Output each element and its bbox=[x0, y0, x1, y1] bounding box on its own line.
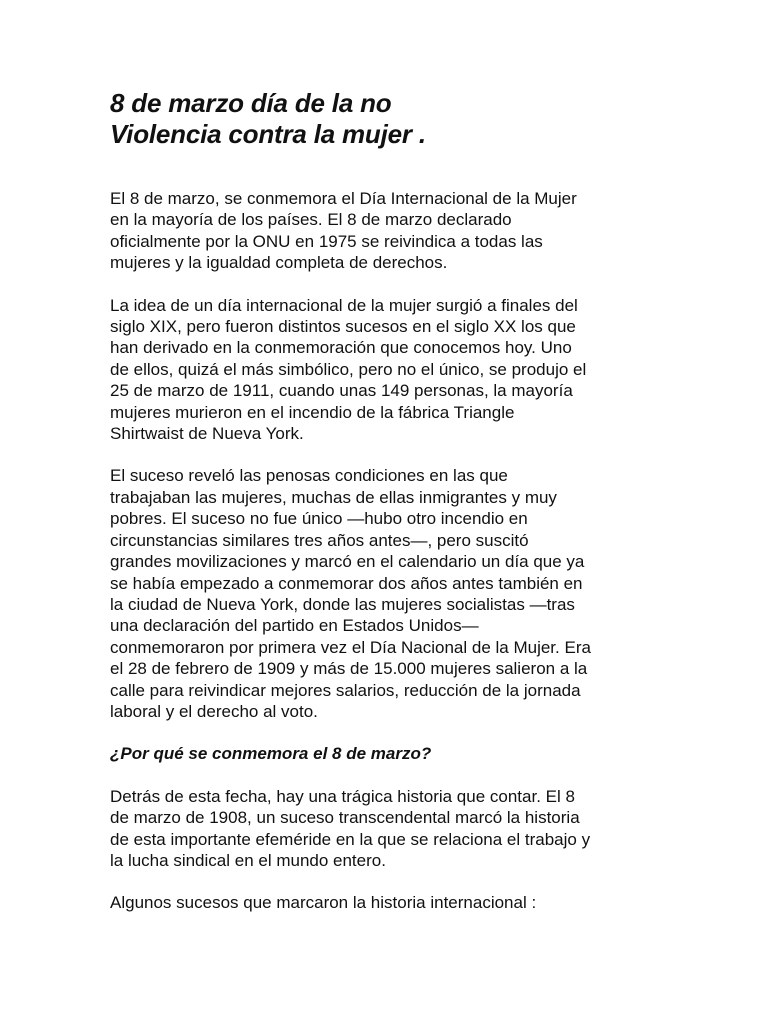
text-line: pobres. El suceso no fue único —hubo otro incendio en bbox=[110, 509, 528, 529]
text-line: de marzo de 1908, un suceso transcendental marcó la historia bbox=[110, 808, 580, 828]
text-line: mujeres murieron en el incendio de la fábrica Triangle bbox=[110, 402, 515, 422]
text-line: calle para reivindicar mejores salarios, reducción de la jornada bbox=[110, 680, 581, 700]
text-line: el 28 de febrero de 1909 y más de 15.000 mujeres salieron a la bbox=[110, 659, 588, 679]
paragraph bbox=[110, 295, 670, 445]
text-line: trabajaban las mujeres, muchas de ellas inmigrantes y muy bbox=[110, 487, 557, 507]
title-line: Violencia contra la mujer . bbox=[110, 119, 426, 149]
paragraph bbox=[110, 892, 670, 913]
text-line: se había empezado a conmemorar dos años antes también en bbox=[110, 573, 583, 593]
text-line: Shirtwaist de Nueva York. bbox=[110, 424, 304, 444]
text-line: La idea de un día internacional de la mujer surgió a finales del bbox=[110, 295, 578, 315]
text-line: 25 de marzo de 1911, cuando unas 149 personas, la mayoría bbox=[110, 381, 573, 401]
paragraph bbox=[110, 465, 670, 722]
text-line: El suceso reveló las penosas condiciones en las que bbox=[110, 466, 508, 486]
text-line: laboral y el derecho al voto. bbox=[110, 701, 318, 721]
text-line: de ellos, quizá el más simbólico, pero no el único, se produjo el bbox=[110, 359, 587, 379]
text-line: una declaración del partido en Estados Unidos— bbox=[110, 616, 479, 636]
document-title bbox=[110, 88, 670, 150]
text-line: la ciudad de Nueva York, donde las mujeres socialistas —tras bbox=[110, 594, 575, 614]
text-line: El 8 de marzo, se conmemora el Día Internacional de la Mujer bbox=[110, 189, 577, 208]
text-line: de esta importante efeméride en la que se relaciona el trabajo y bbox=[110, 829, 591, 849]
document-page bbox=[110, 88, 670, 935]
text-line: Algunos sucesos que marcaron la historia internacional : bbox=[110, 893, 537, 913]
text-line: Detrás de esta fecha, hay una trágica historia que contar. El 8 bbox=[110, 786, 575, 806]
text-line: conmemoraron por primera vez el Día Nacional de la Mujer. Era bbox=[110, 637, 591, 657]
text-line: en la mayoría de los países. El 8 de marzo declarado bbox=[110, 210, 512, 230]
paragraph bbox=[110, 188, 670, 274]
text-line: oficialmente por la ONU en 1975 se reivindica a todas las bbox=[110, 231, 543, 251]
text-line: circunstancias similares tres años antes—, pero suscitó bbox=[110, 530, 529, 550]
text-line: la lucha sindical en el mundo entero. bbox=[110, 850, 386, 870]
section-subheading: ¿Por qué se conmemora el 8 de marzo? bbox=[110, 744, 432, 764]
title-line: 8 de marzo día de la no bbox=[110, 88, 392, 118]
text-line: siglo XIX, pero fueron distintos sucesos en el siglo XX los que bbox=[110, 317, 576, 337]
paragraph bbox=[110, 786, 670, 872]
text-line: grandes movilizaciones y marcó en el calendario un día que ya bbox=[110, 552, 585, 572]
document-body bbox=[110, 188, 670, 914]
text-line: han derivado en la conmemoración que conocemos hoy. Uno bbox=[110, 338, 572, 358]
text-line: mujeres y la igualdad completa de derechos. bbox=[110, 253, 448, 273]
